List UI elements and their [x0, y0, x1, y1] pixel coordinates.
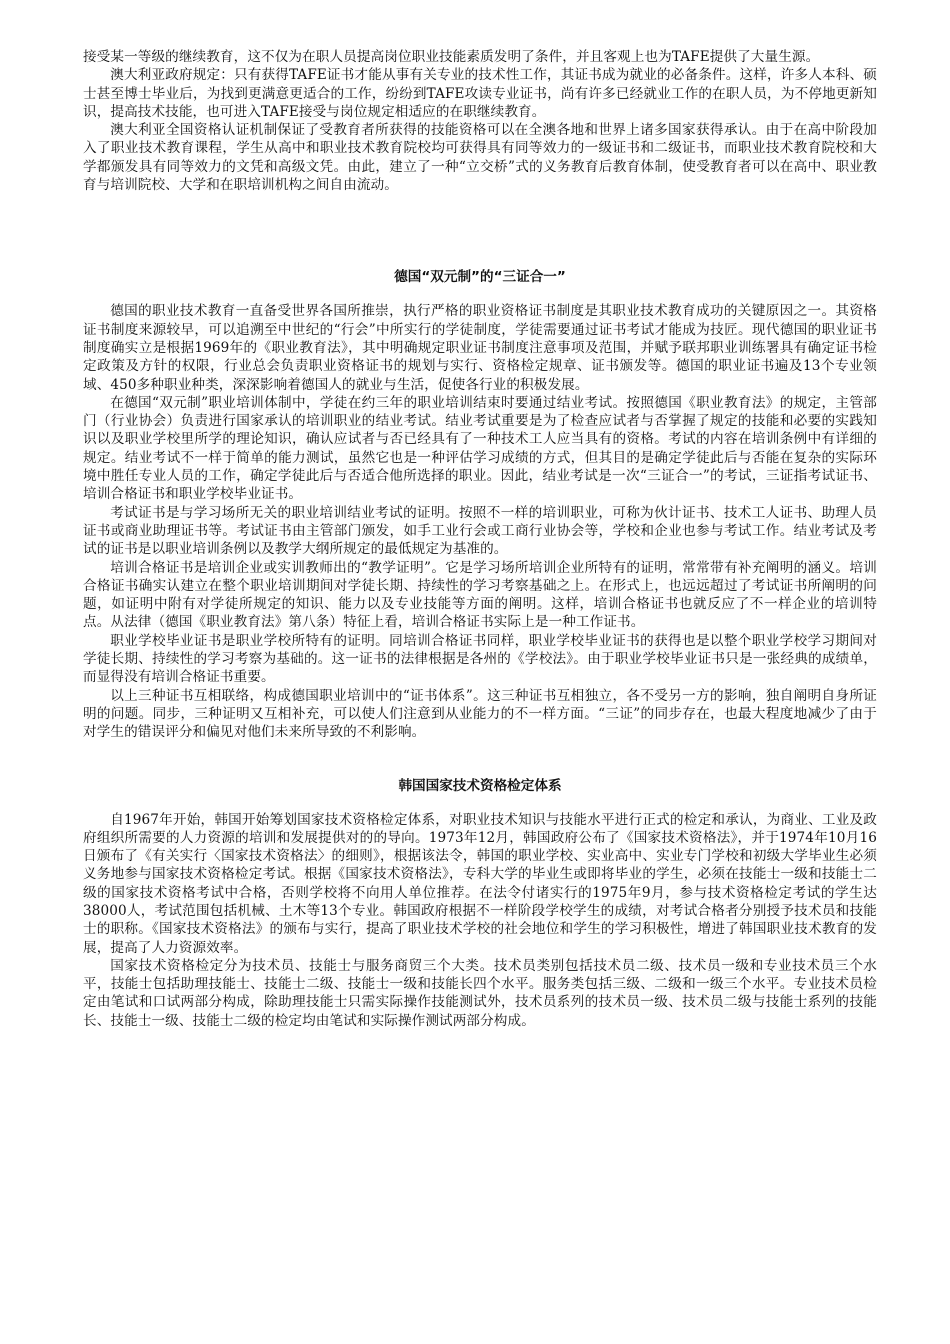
paragraph: 德国的职业技术教育一直备受世界各国所推崇，执行严格的职业资格证书制度是其职业技术教育成功的关键原因之一。其资格证书制度来源较早，可以追溯至中世纪的“行会”中所实行的学徒制度，学徒需要通过证书考试才能成为技匠。现代德国的职业证书制度确实立是根据1969年的《职业教育法》，其中明确规定职业证书制度注意事项及范围，并赋予联邦职业训练署具有确定证书检定政策及方针的权限，行业总会负责职业资格证书的规划与实行、资格检定规章、证书颁发等。德国的职业证书遍及13个专业领域、450多种职业种类，深深影响着德国人的就业与生活，促使各行业的积极发展。: [83, 303, 877, 393]
section-germany: [83, 302, 877, 741]
paragraph: 培训合格证书是培训企业或实训教师出的“教学证明”。它是学习场所培训企业所特有的证明，常常带有补充阐明的涵义。培训合格证书确实认建立在整个职业培训期间对学徒长期、持续性的学习考察基础之上。在形式上，也远远超过了考试证书所阐明的问题，如证明中附有对学徒所规定的知识、能力以及专业技能等方面的阐明。这样，培训合格证书也就反应了不一样企业的培训特点。从法律（德国《职业教育法》第八条）特征上看，培训合格证书实际上是一种工作证书。: [83, 559, 877, 631]
paragraph: 以上三种证书互相联络，构成德国职业培训中的“证书体系”。这三种证书互相独立，各不受另一方的影响，独自阐明自身所证明的问题。同步，三种证明又互相补充，可以使人们注意到从业能力的不一样方面。“三证”的同步存在，也最大程度地减少了由于对学生的错误评分和偏见对他们未来所导致的不利影响。: [83, 687, 877, 741]
section-heading-germany: 德国“双元制”的“三证合一”: [394, 269, 566, 286]
paragraph: 澳大利亚政府规定：只有获得TAFE证书才能从事有关专业的技术性工作，其证书成为就业的必备条件。这样，许多人本科、硕士甚至博士毕业后，为找到更满意更适合的工作，纷纷到TAFE攻读专业证书，尚有许多已经就业工作的在职人员，为不停地更新知识，提高技术技能，也可进入TAFE接受与岗位规定相适应的在职继续教育。: [83, 67, 877, 120]
paragraph: 在德国“双元制”职业培训体制中，学徒在约三年的职业培训结束时要通过结业考试。按照德国《职业教育法》的规定，主管部门（行业协会）负责进行国家承认的培训职业的结业考试。结业考试重要是为了检查应试者与否掌握了规定的技能和必要的实践知识以及职业学校里所学的理论知识，确认应试者与否已经具有了一种技术工人应当具有的资格。考试的内容在培训条例中有详细的规定。结业考试不一样于简单的能力测试，虽然它也是一种评估学习成绩的方式，但其目的是确定学徒此后与否能在复杂的实际环境中胜任专业人员的工作，确定学徒此后与否适合他所选择的职业。因此，结业考试是一次“三证合一”的考试，三证指考试证书、培训合格证书和职业学校毕业证书。: [83, 394, 877, 503]
document-page: [83, 48, 877, 1030]
paragraph: 职业学校毕业证书是职业学校所特有的证明。同培训合格证书同样，职业学校毕业证书的获得也是以整个职业学校学习期间对学徒长期、持续性的学习考察为基础的。这一证书的法律根据是各州的《学校法》。由于职业学校毕业证书只是一张经典的成绩单，而显得没有培训合格证书重要。: [83, 632, 877, 686]
paragraph: 考试证书是与学习场所无关的职业培训结业考试的证明。按照不一样的培训职业，可称为伙计证书、技术工人证书、助理人员证书或商业助理证书等。考试证书由主管部门颁发，如手工业行会或工商行业协会等，学校和企业也参与考试工作。结业考试及考试的证书是以职业培训条例以及教学大纲所规定的最低规定为基准的。: [83, 504, 877, 558]
paragraph: 自1967年开始，韩国开始筹划国家技术资格检定体系，对职业技术知识与技能水平进行正式的检定和承认，为商业、工业及政府组织所需要的人力资源的培训和发展提供对的的导向。1973年12月，韩国政府公布了《国家技术资格法》，并于1974年10月16日颁布了《有关实行〈国家技术资格法〉的细则》，根据该法令，韩国的职业学校、实业高中、实业专门学校和初级大学毕业生必须义务地参与国家技术资格检定考试。根据《国家技术资格法》，专科大学的毕业生或即将毕业的学生，必须在技能士一级和技能士二级的国家技术资格考试中合格，否则学校将不向用人单位推荐。在法令付诸实行的1975年9月，参与技术资格检定考试的学生达38000人，考试范围包括机械、土木等13个专业。韩国政府根据不一样阶段学校学生的成绩，对考试合格者分别授予技术员和技能士的职称。《国家技术资格法》的颁布与实行，提高了职业技术学校的社会地位和学生的学习积极性，增进了韩国职业技术教育的发展，提高了人力资源效率。: [83, 811, 877, 956]
paragraph: 澳大利亚全国资格认证机制保证了受教育者所获得的技能资格可以在全澳各地和世界上诸多国家获得承认。由于在高中阶段加入了职业技术教育课程，学生从高中和职业技术教育院校均可获得具有同等效力的一级证书和二级证书，而职业技术教育院校和大学都颁发具有同等效力的文凭和高级文凭。由此，建立了一种“立交桥”式的义务教育后教育体制，使受教育者可以在高中、职业教育与培训院校、大学和在职培训机构之间自由流动。: [83, 122, 877, 194]
section-heading-korea: 韩国国家技术资格检定体系: [398, 777, 562, 794]
paragraph: 国家技术资格检定分为技术员、技能士与服务商贸三个大类。技术员类别包括技术员二级、技术员一级和专业技术员三个水平，技能士包括助理技能士、技能士二级、技能士一级和技能长四个水平。服务类包括三级、二级和一级三个水平。专业技术员检定由笔试和口试两部分构成，除助理技能士只需实际操作技能测试外，技术员系列的技术员一级、技术员二级与技能士系列的技能长、技能士一级、技能士二级的检定均由笔试和实际操作测试两部分构成。: [83, 957, 877, 1029]
section-korea: [83, 811, 877, 1031]
section-australia: [83, 48, 877, 194]
paragraph: 接受某一等级的继续教育，这不仅为在职人员提高岗位职业技能素质发明了条件，并且客观上也为TAFE提供了大量生源。: [83, 49, 820, 65]
